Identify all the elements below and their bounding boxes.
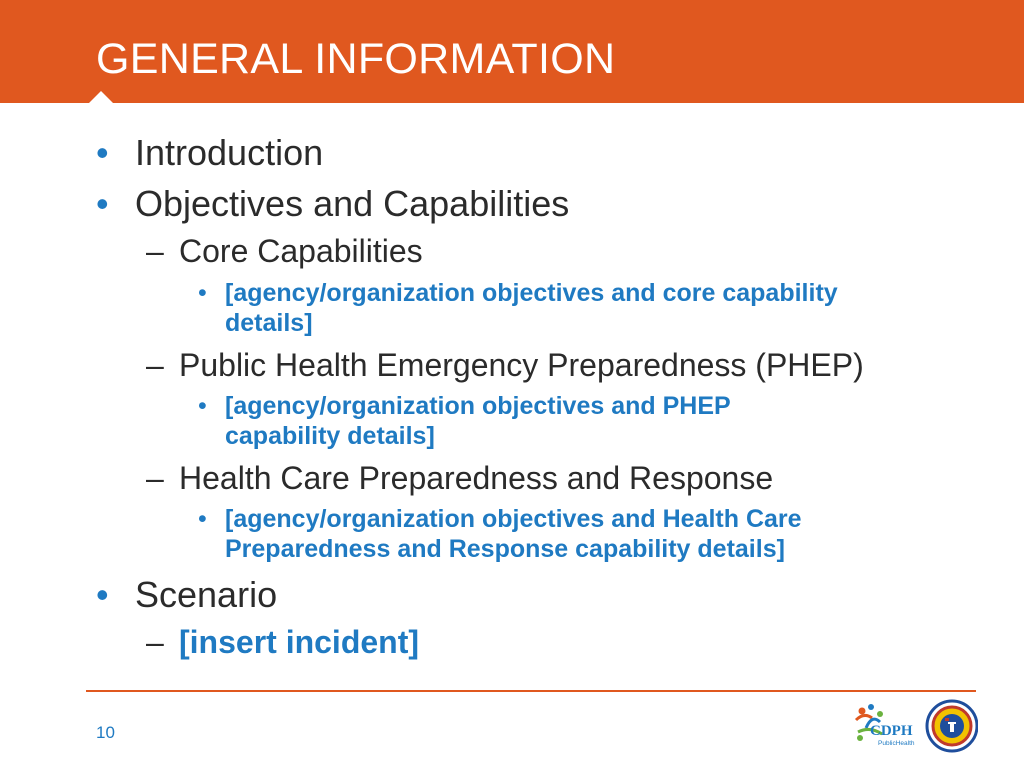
sub-item-text: Core Capabilities (179, 233, 423, 269)
page-number: 10 (96, 723, 115, 742)
title-bar (0, 0, 1024, 103)
bullet-marker: • (96, 574, 109, 615)
detail-text: [agency/organization objectives and PHEP (225, 392, 731, 420)
cdph-logo-icon (852, 698, 978, 756)
detail-text: details] (225, 309, 313, 337)
bullet-text: Scenario (135, 574, 278, 615)
footer-logos (852, 698, 978, 756)
bullet-marker: • (198, 279, 207, 307)
footer-divider (86, 690, 976, 692)
dash-marker: – (146, 460, 164, 496)
bullet-marker: • (96, 132, 109, 173)
detail-text: Preparedness and Response capability details] (225, 535, 785, 563)
slide-title: GENERAL INFORMATION (96, 35, 616, 83)
bullet-marker: • (198, 505, 207, 533)
svg-text:PublicHealth: PublicHealth (878, 740, 915, 747)
dash-marker: – (146, 624, 164, 660)
sub-item-text: [insert incident] (179, 624, 420, 660)
detail-text: capability details] (225, 422, 435, 450)
bullet-marker: • (96, 183, 109, 224)
dash-marker: – (146, 347, 164, 383)
bullet-marker: • (198, 392, 207, 420)
detail-text: [agency/organization objectives and core capability (225, 279, 838, 307)
bullet-text: Introduction (135, 132, 324, 173)
sub-item-text: Public Health Emergency Preparedness (PHEP) (179, 347, 864, 383)
svg-text:CDPH: CDPH (870, 723, 913, 739)
dash-marker: – (146, 233, 164, 269)
sub-item-text: Health Care Preparedness and Response (179, 460, 774, 496)
bullet-text: Objectives and Capabilities (135, 183, 570, 224)
title-notch-decoration (89, 91, 113, 103)
detail-text: [agency/organization objectives and Health Care (225, 505, 802, 533)
